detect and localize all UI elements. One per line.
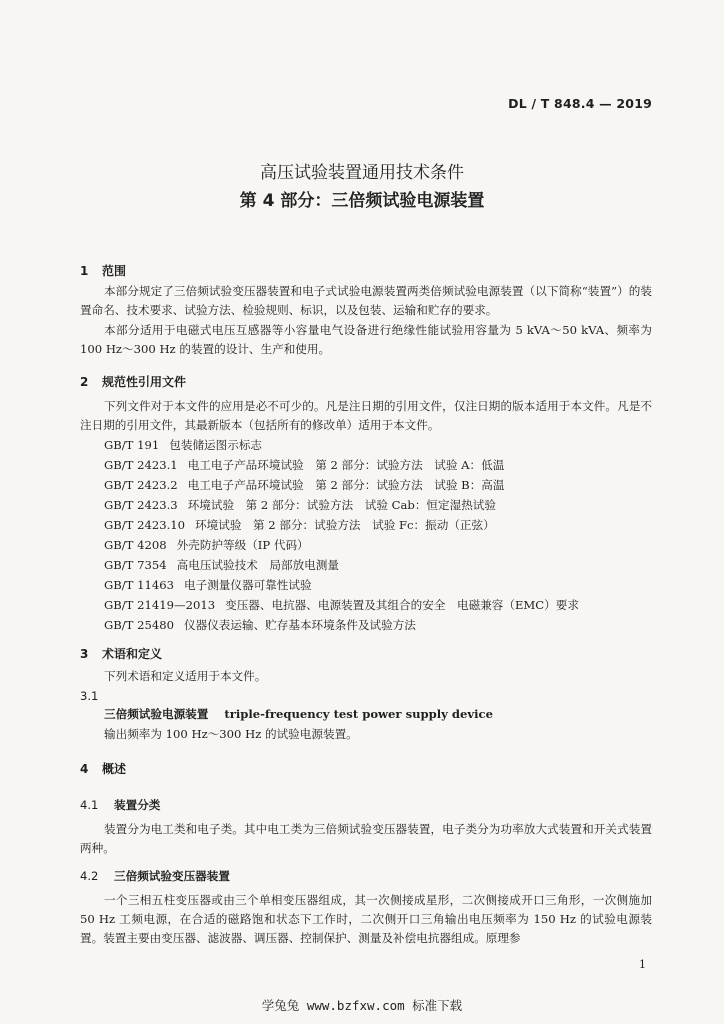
subsection-4-2-text: 一个三相五柱变压器或由三个单相变压器组成，其一次侧接成星形，二次侧接成开口三角形，一次侧施加 50 Hz 工频电源，在合适的磁路饱和状态下工作时，二次侧开口三角输出电压频率为 150 Hz 的试验电源装置。装置主要由变压器、滤波器、调压器、控制保护、测量及补偿电抗器组成。原理参 xyxy=(80,893,652,945)
section-3-heading xyxy=(80,645,162,662)
footer-watermark: 学兔兔 www.bzfxw.com 标准下载 xyxy=(261,998,463,1013)
reference-item xyxy=(104,536,309,555)
reference-name: 电工电子产品环境试验 第 2 部分：试验方法 试验 A：低温 xyxy=(187,458,505,472)
section-title: 概述 xyxy=(102,762,127,776)
subsection-number: 4.2 xyxy=(80,869,99,883)
reference-name: 电工电子产品环境试验 第 2 部分：试验方法 试验 B：高温 xyxy=(187,478,505,492)
reference-name: 高电压试验技术 局部放电测量 xyxy=(176,558,339,572)
subsection-4-2-heading xyxy=(80,868,230,884)
reference-item xyxy=(104,476,505,495)
standard-code: DL / T 848.4 — 2019 xyxy=(508,96,652,111)
document-subtitle: 第 4 部分：三倍频试验电源装置 xyxy=(239,191,485,211)
reference-item xyxy=(104,576,312,595)
term-number: 3.1 xyxy=(80,689,99,703)
reference-code: GB/T 11463 xyxy=(104,578,174,592)
reference-name: 仪器仪表运输、贮存基本环境条件及试验方法 xyxy=(184,618,416,632)
section-title: 范围 xyxy=(102,264,127,278)
reference-name: 环境试验 第 2 部分：试验方法 试验 Fc：振动（正弦） xyxy=(195,518,495,532)
subsection-title: 装置分类 xyxy=(114,798,161,812)
term-english: triple-frequency test power supply device xyxy=(224,707,493,721)
section-3-intro: 下列术语和定义适用于本文件。 xyxy=(104,669,267,683)
term-heading xyxy=(104,706,493,722)
reference-name: 电子测量仪器可靠性试验 xyxy=(184,578,312,592)
reference-name: 外壳防护等级（IP 代码） xyxy=(176,538,309,552)
section-2-intro: 下列文件对于本文件的应用是必不可少的。凡是注日期的引用文件，仅注日期的版本适用于本文件。凡是不注日期的引用文件，其最新版本（包括所有的修改单）适用于本文件。 xyxy=(80,399,652,432)
reference-name: 变压器、电抗器、电源装置及其组合的安全 电磁兼容（EMC）要求 xyxy=(225,598,579,612)
subsection-4-1-heading xyxy=(80,797,160,813)
page-number: 1 xyxy=(639,958,646,971)
reference-item xyxy=(104,516,495,535)
document-title: 高压试验装置通用技术条件 xyxy=(260,163,464,183)
reference-item xyxy=(104,436,262,455)
section-number: 3 xyxy=(80,647,89,661)
section-title: 术语和定义 xyxy=(102,647,163,661)
reference-code: GB/T 191 xyxy=(104,438,160,452)
reference-item xyxy=(104,616,416,635)
reference-code: GB/T 2423.1 xyxy=(104,458,178,472)
section-1-paragraph-1: 本部分规定了三倍频试验变压器装置和电子式试验电源装置两类倍频试验电源装置（以下简称“装置”）的装置命名、技术要求、试验方法、检验规则、标识，以及包装、运输和贮存的要求。 xyxy=(80,284,652,317)
reference-item xyxy=(104,556,339,575)
reference-name: 环境试验 第 2 部分：试验方法 试验 Cab：恒定湿热试验 xyxy=(187,498,496,512)
section-2-heading xyxy=(80,373,186,390)
reference-code: GB/T 7354 xyxy=(104,558,167,572)
reference-code: GB/T 2423.10 xyxy=(104,518,186,532)
section-4-heading xyxy=(80,760,126,777)
section-1-heading xyxy=(80,262,126,279)
reference-item xyxy=(104,596,579,615)
term-definition: 输出频率为 100 Hz～300 Hz 的试验电源装置。 xyxy=(104,727,358,741)
section-number: 1 xyxy=(80,264,89,278)
reference-code: GB/T 21419—2013 xyxy=(104,598,216,612)
section-title: 规范性引用文件 xyxy=(102,375,187,389)
reference-item xyxy=(104,456,504,475)
section-number: 2 xyxy=(80,375,89,389)
reference-code: GB/T 2423.3 xyxy=(104,498,178,512)
reference-code: GB/T 2423.2 xyxy=(104,478,178,492)
section-number: 4 xyxy=(80,762,89,776)
section-1-paragraph-2: 本部分适用于电磁式电压互感器等小容量电气设备进行绝缘性能试验用容量为 5 kVA～50 kVA、频率为 100 Hz～300 Hz 的装置的设计、生产和使用。 xyxy=(80,323,652,356)
reference-code: GB/T 25480 xyxy=(104,618,174,632)
subsection-4-1-text: 装置分为电工类和电子类。其中电工类为三倍频试验变压器装置，电子类分为功率放大式装置和开关式装置两种。 xyxy=(80,822,652,855)
reference-code: GB/T 4208 xyxy=(104,538,167,552)
term-chinese: 三倍频试验电源装置 xyxy=(104,707,209,721)
reference-name: 包装储运图示标志 xyxy=(169,438,263,452)
reference-item xyxy=(104,496,496,515)
subsection-title: 三倍频试验变压器装置 xyxy=(114,869,230,883)
subsection-number: 4.1 xyxy=(80,798,99,812)
